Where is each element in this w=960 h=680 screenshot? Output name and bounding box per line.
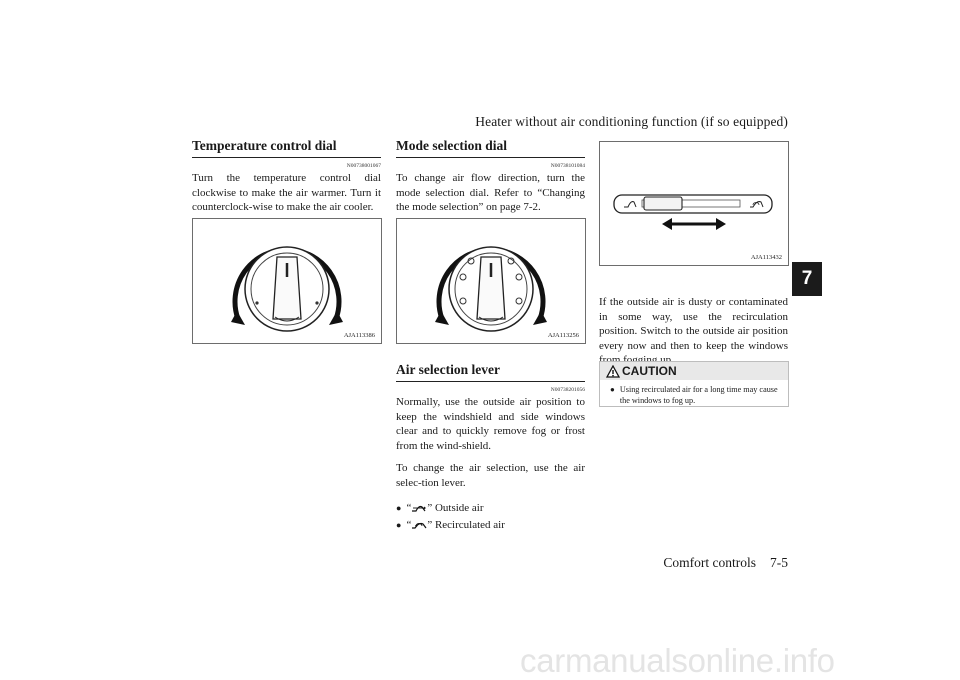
outside-air-icon	[411, 504, 427, 513]
footer-page-number: 7-5	[770, 555, 788, 570]
temperature-body: Turn the temperature control dial clockwise to make the air warmer. Turn it counterclock-wise to make the air cooler.	[192, 172, 381, 214]
caution-label: CAUTION	[622, 364, 677, 378]
air-selection-ref-code: N00738201056	[550, 387, 585, 393]
bullet-outside-air	[396, 501, 585, 516]
mode-body: To change air flow direction, turn the mode selection dial. Refer to “Changing the mode selection” on page 7-2.	[396, 172, 585, 214]
mode-dial-figure	[396, 218, 586, 344]
mode-section	[396, 138, 585, 215]
caution-box	[599, 361, 789, 407]
lever-knob-icon	[644, 197, 682, 210]
page-footer	[640, 555, 788, 571]
temperature-title: Temperature control dial	[192, 138, 381, 158]
running-header: Heater without air conditioning function (if so equipped)	[475, 114, 788, 129]
caution-item-text: Using recirculated air for a long time may cause the windows to fog up.	[619, 385, 778, 405]
bullet-open-quote: “	[406, 518, 412, 531]
mode-dial-illustration	[397, 219, 585, 343]
air-selection-para1: Normally, use the outside air position to keep the windshield and side windows clear and to quickly remove fog or frost from the wind-shield.	[396, 396, 585, 452]
chapter-tab: 7	[792, 262, 822, 296]
warning-triangle-icon	[606, 365, 620, 378]
bullet-dot-icon: ●	[396, 502, 402, 513]
temperature-section	[192, 138, 381, 215]
recirculated-air-icon	[411, 521, 427, 530]
arc-arrow-left-icon	[231, 311, 245, 325]
air-selection-para2: To change the air selection, use the air selec-tion lever.	[396, 462, 585, 489]
air-lever-figure	[599, 141, 789, 266]
temperature-dial-illustration	[193, 219, 381, 343]
bullet-open-quote: “	[406, 501, 412, 514]
mode-title: Mode selection dial	[396, 138, 585, 158]
bullet-outside-air-text: ” Outside air	[427, 501, 484, 514]
caution-bullet-icon: ●	[610, 385, 615, 394]
mode-ref-code: N00738101084	[550, 163, 585, 169]
temperature-dial-figure	[192, 218, 382, 344]
air-selection-para3: If the outside air is dusty or contaminated in some way, use the recirculation position. Switch to the outside air position every now and then to keep the windows	[599, 296, 788, 352]
mode-arc-arrow-right-icon	[533, 311, 547, 325]
double-arrow-left-icon	[662, 218, 672, 230]
air-selection-bullets	[396, 501, 585, 533]
mode-figure-label: AJA113256	[547, 332, 579, 339]
caution-header	[600, 362, 788, 380]
temperature-figure-label: AJA113386	[343, 332, 375, 339]
bullet-dot-icon: ●	[396, 519, 402, 530]
air-selection-title: Air selection lever	[396, 362, 585, 382]
double-arrow-right-icon	[716, 218, 726, 230]
temperature-ref-code: N00738001067	[346, 163, 381, 169]
footer-section: Comfort controls	[663, 555, 756, 570]
bullet-recirculated-air	[396, 518, 585, 533]
arc-arrow-right-icon	[329, 311, 343, 325]
bullet-recirculated-air-text: ” Recirculated air	[427, 518, 505, 531]
air-lever-illustration	[600, 142, 788, 265]
air-selection-section	[396, 362, 585, 533]
caution-item	[600, 380, 788, 412]
mode-arc-arrow-left-icon	[435, 311, 449, 325]
watermark: carmanualsonline.info	[520, 642, 835, 679]
air-lever-figure-label: AJA113432	[750, 254, 782, 261]
